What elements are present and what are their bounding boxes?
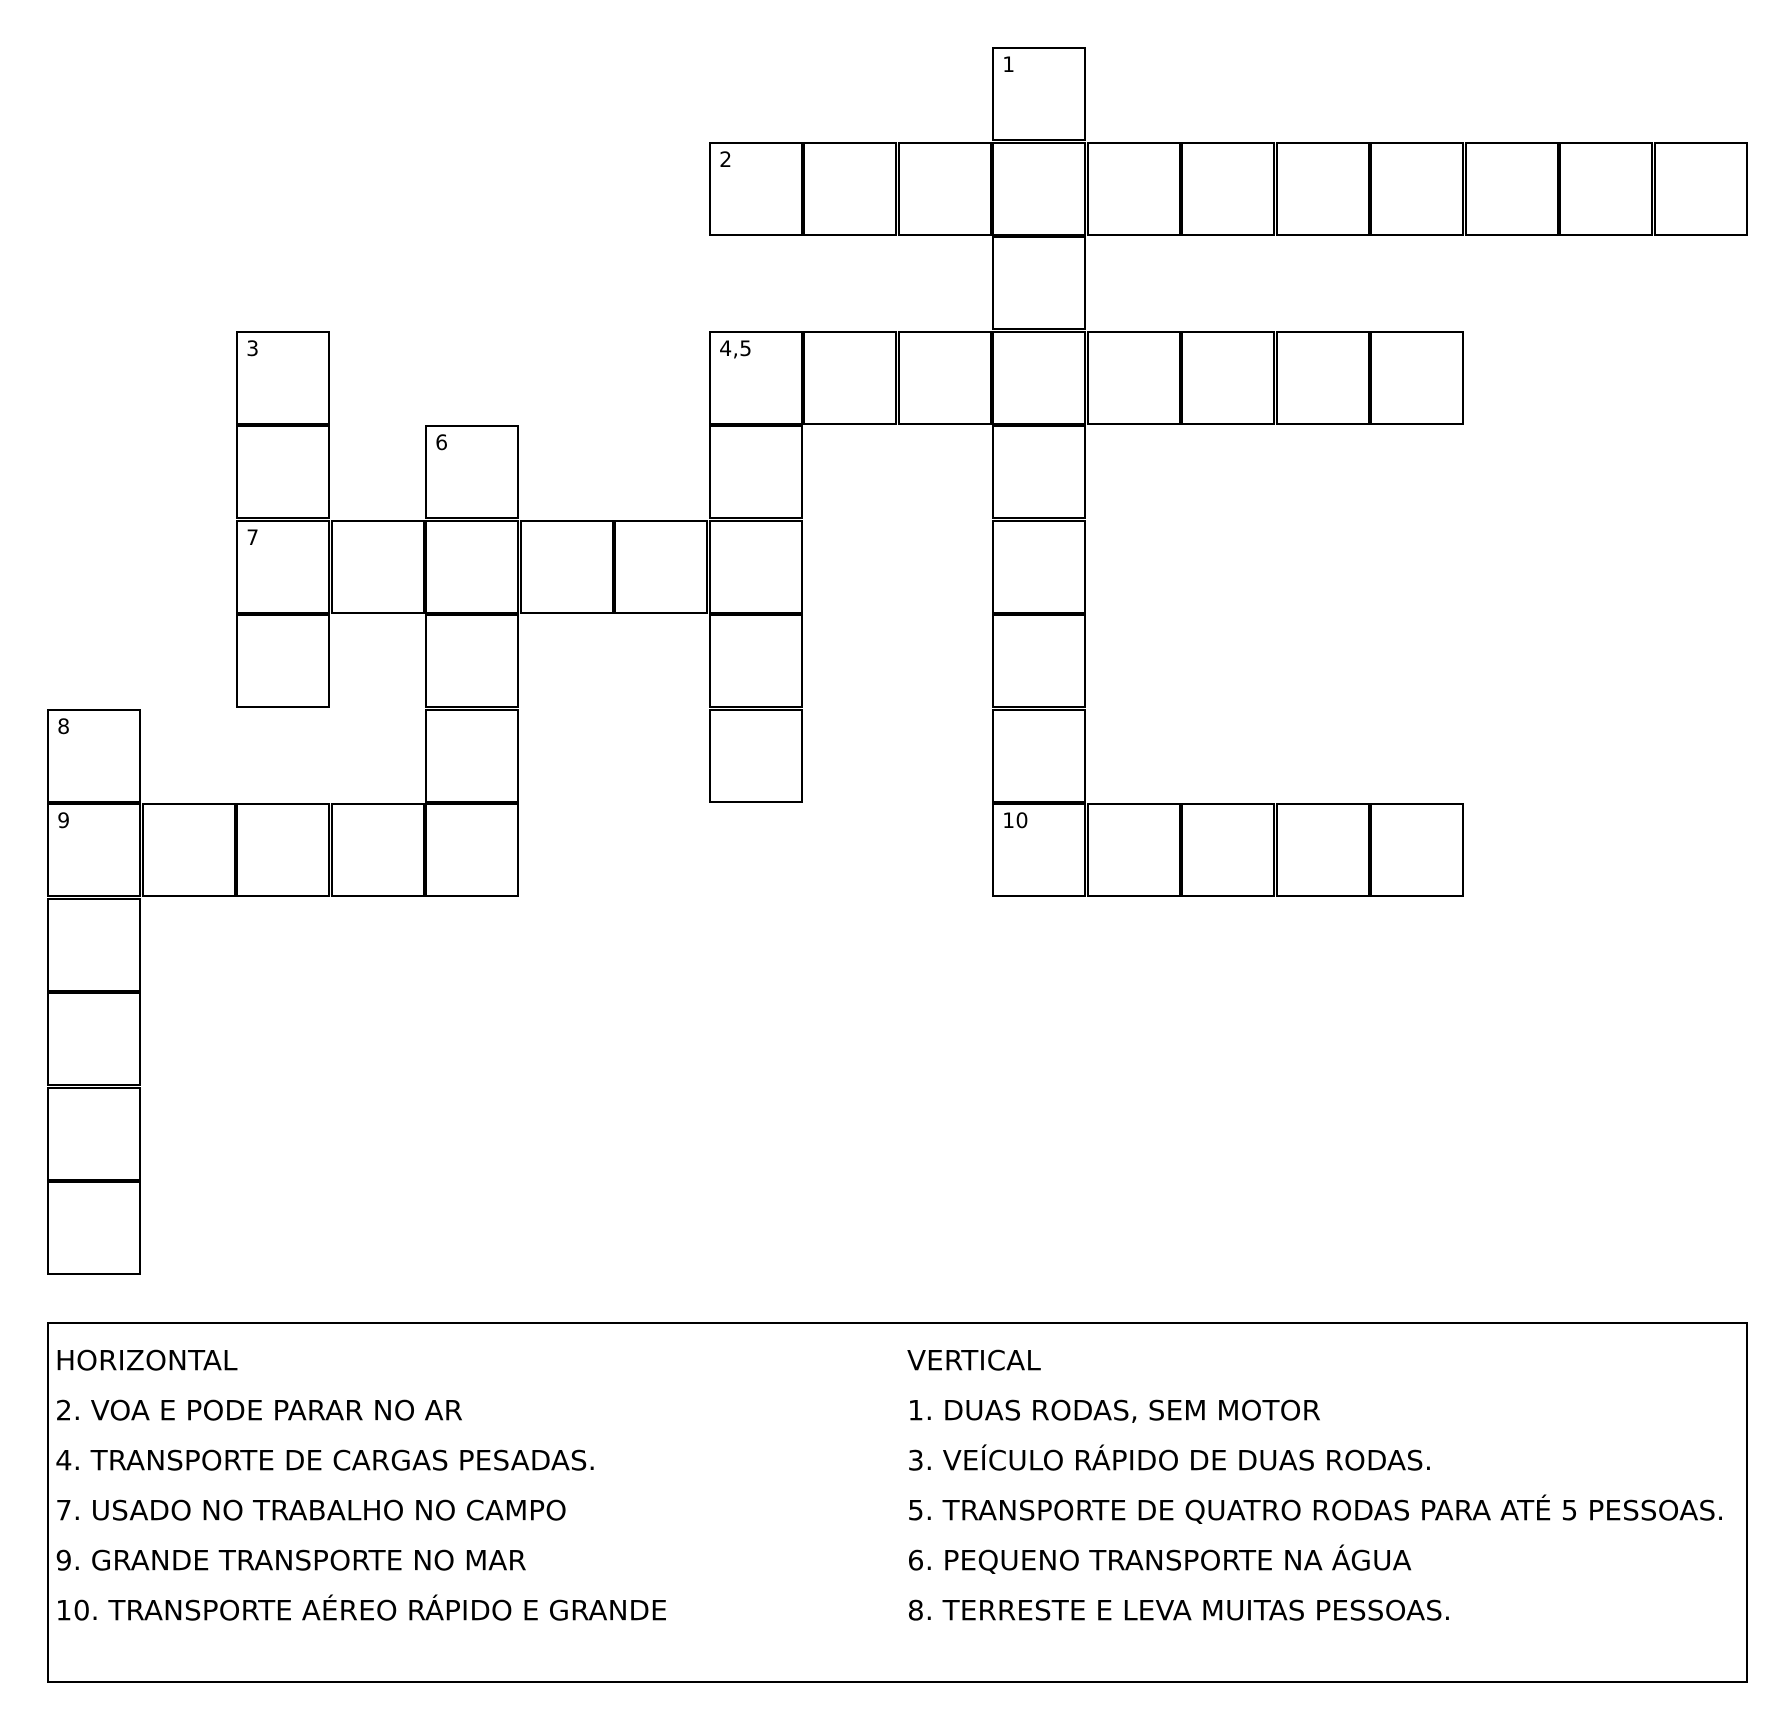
- grid-cell[interactable]: [236, 614, 330, 708]
- grid-cell[interactable]: [1276, 142, 1370, 236]
- clue-horizontal-7: 7. USADO NO TRABALHO NO CAMPO: [55, 1494, 568, 1527]
- grid-cell[interactable]: [898, 331, 992, 425]
- grid-cell[interactable]: [992, 520, 1086, 614]
- grid-cell[interactable]: [520, 520, 614, 614]
- grid-cell[interactable]: [236, 803, 330, 897]
- grid-cell[interactable]: [709, 142, 803, 236]
- grid-cell[interactable]: [992, 47, 1086, 141]
- grid-cell[interactable]: [47, 709, 141, 803]
- grid-cell[interactable]: [331, 803, 425, 897]
- cell-number: 3: [246, 337, 260, 361]
- cell-number: 7: [246, 526, 260, 550]
- grid-cell[interactable]: [709, 331, 803, 425]
- clue-vertical-1: 1. DUAS RODAS, SEM MOTOR: [907, 1394, 1322, 1427]
- grid-cell[interactable]: [331, 520, 425, 614]
- grid-cell[interactable]: [1465, 142, 1559, 236]
- grid-cell[interactable]: [1087, 803, 1181, 897]
- grid-cell[interactable]: [709, 520, 803, 614]
- grid-cell[interactable]: [236, 520, 330, 614]
- grid-cell[interactable]: [709, 425, 803, 519]
- vertical-clues: [907, 1336, 1725, 1636]
- grid-cell[interactable]: [1559, 142, 1653, 236]
- grid-cell[interactable]: [425, 803, 519, 897]
- grid-cell[interactable]: [803, 142, 897, 236]
- grid-cell[interactable]: [898, 142, 992, 236]
- grid-cell[interactable]: [47, 898, 141, 992]
- grid-cell[interactable]: [992, 425, 1086, 519]
- clue-vertical-3: 3. VEÍCULO RÁPIDO DE DUAS RODAS.: [907, 1444, 1433, 1477]
- grid-cell[interactable]: [1181, 142, 1275, 236]
- grid-cell[interactable]: [1276, 331, 1370, 425]
- grid-cell[interactable]: [1276, 803, 1370, 897]
- grid-cell[interactable]: [803, 331, 897, 425]
- grid-cell[interactable]: [425, 520, 519, 614]
- cell-number: 6: [435, 431, 449, 455]
- horizontal-clues: [55, 1336, 668, 1636]
- grid-cell[interactable]: [236, 425, 330, 519]
- clue-vertical-5: 5. TRANSPORTE DE QUATRO RODAS PARA ATÉ 5 PESSOAS.: [907, 1494, 1726, 1527]
- clue-horizontal-9: 9. GRANDE TRANSPORTE NO MAR: [55, 1544, 527, 1577]
- cell-number: 8: [57, 715, 71, 739]
- clue-horizontal-4: 4. TRANSPORTE DE CARGAS PESADAS.: [55, 1444, 597, 1477]
- grid-cell[interactable]: [1654, 142, 1748, 236]
- grid-cell[interactable]: [425, 709, 519, 803]
- grid-cell[interactable]: [1181, 331, 1275, 425]
- cell-number: 9: [57, 809, 71, 833]
- clues-box: [47, 1322, 1748, 1683]
- grid-cell[interactable]: [709, 709, 803, 803]
- grid-cell[interactable]: [47, 992, 141, 1086]
- grid-cell[interactable]: [1370, 142, 1464, 236]
- grid-cell[interactable]: [47, 1181, 141, 1275]
- grid-cell[interactable]: [236, 331, 330, 425]
- grid-cell[interactable]: [47, 1087, 141, 1181]
- grid-cell[interactable]: [1087, 331, 1181, 425]
- grid-cell[interactable]: [992, 803, 1086, 897]
- grid-cell[interactable]: [1370, 331, 1464, 425]
- grid-cell[interactable]: [425, 425, 519, 519]
- grid-cell[interactable]: [142, 803, 236, 897]
- clue-horizontal-2: 2. VOA E PODE PARAR NO AR: [55, 1394, 464, 1427]
- grid-cell[interactable]: [614, 520, 708, 614]
- grid-cell[interactable]: [992, 331, 1086, 425]
- grid-cell[interactable]: [425, 614, 519, 708]
- grid-cell[interactable]: [992, 709, 1086, 803]
- grid-cell[interactable]: [1087, 142, 1181, 236]
- cell-number: 10: [1002, 809, 1029, 833]
- cell-number: 2: [719, 148, 733, 172]
- grid-cell[interactable]: [992, 236, 1086, 330]
- grid-cell[interactable]: [992, 614, 1086, 708]
- vertical-heading: VERTICAL: [907, 1344, 1041, 1377]
- grid-cell[interactable]: [1370, 803, 1464, 897]
- clue-vertical-8: 8. TERRESTE E LEVA MUITAS PESSOAS.: [907, 1594, 1452, 1627]
- horizontal-heading: HORIZONTAL: [55, 1344, 238, 1377]
- cell-number: 4,5: [719, 337, 753, 361]
- cell-number: 1: [1002, 53, 1016, 77]
- grid-cell[interactable]: [47, 803, 141, 897]
- grid-cell[interactable]: [992, 142, 1086, 236]
- grid-cell[interactable]: [709, 614, 803, 708]
- clue-vertical-6: 6. PEQUENO TRANSPORTE NA ÁGUA: [907, 1544, 1412, 1577]
- clue-horizontal-10: 10. TRANSPORTE AÉREO RÁPIDO E GRANDE: [55, 1594, 668, 1627]
- grid-cell[interactable]: [1181, 803, 1275, 897]
